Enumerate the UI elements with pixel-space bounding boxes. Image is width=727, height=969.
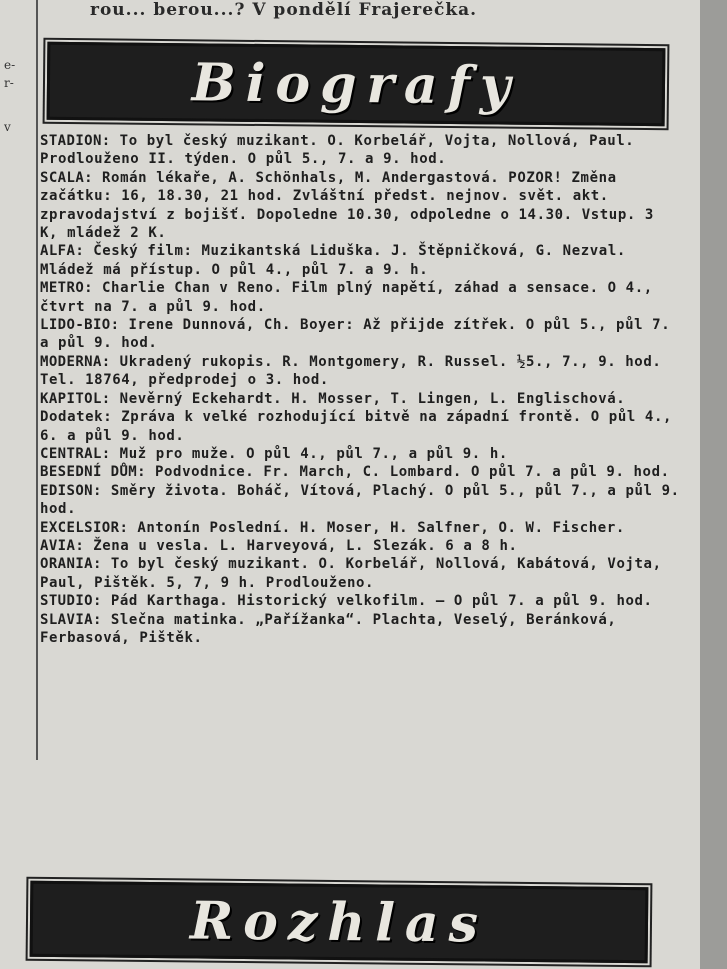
cinema-name: LIDO-BIO:: [40, 317, 120, 334]
cinema-name: KAPITOL:: [40, 390, 111, 407]
cinema-name: MODERNA:: [40, 353, 111, 370]
banner-title: Biografy: [191, 51, 521, 117]
listing-entry: [40, 611, 680, 648]
left-column-fragments: [0, 40, 24, 760]
listing-entry: [40, 390, 680, 445]
listing-text: Pád Karthaga. Historický velkofilm. — O půl 7. a půl 9. hod.: [110, 593, 653, 610]
section-banner-cinemas: [47, 42, 666, 126]
listing-text: Český film: Muzikantská Liduška. J. Štěpničková, G. Nezval. Mládež má přístup. O půl 4., půl 7. a 9. h.: [40, 243, 626, 278]
listing-entry: [40, 132, 680, 169]
cinema-name: STADION:: [40, 133, 111, 149]
cinema-name: CENTRAL:: [40, 445, 111, 462]
listing-entry: [40, 279, 680, 316]
cinema-name: AVIA:: [40, 537, 85, 554]
listing-entry: [40, 353, 680, 390]
cinema-name: SLAVIA:: [40, 611, 102, 628]
margin-fragment: e-: [4, 58, 16, 72]
listing-entry: [40, 445, 680, 463]
listing-entry: [40, 592, 680, 610]
cinema-name: ALFA:: [40, 243, 85, 260]
margin-fragment: v: [4, 120, 11, 134]
listing-text: Román lékaře, A. Schönhals, M. Andergastová. POZOR! Změna začátku: 16, 18.30, 21 hod. Zvláštní předst. nejnov. svět. akt. zpravodajství z bojišť. Dopoledne 10.30, odpoledne o 14.30. Vstup. 3 K, mládež 2 K.: [40, 169, 654, 242]
listing-text: Směry života. Boháč, Vítová, Plachý. O půl 5., půl 7., a půl 9. hod.: [40, 482, 680, 518]
listing-entry: [40, 519, 680, 537]
cinema-name: ORANIA:: [40, 556, 102, 573]
listing-entry: [40, 537, 680, 555]
listing-entry: [40, 316, 680, 353]
section-banner-radio: [30, 881, 649, 963]
listing-text: Irene Dunnová, Ch. Boyer: Až přijde zítřek. O půl 5., půl 7. a půl 9. hod.: [40, 317, 671, 352]
listing-text: To byl český muzikant. O. Korbelář, Nollová, Kabátová, Vojta, Paul, Pištěk. 5, 7, 9 h. Prodlouženo.: [40, 556, 662, 591]
cinema-name: METRO:: [40, 280, 93, 297]
listing-text: Podvodnice. Fr. March, C. Lombard. O půl 7. a půl 9. hod.: [154, 464, 670, 481]
listing-text: Muž pro muže. O půl 4., půl 7., a půl 9. h.: [119, 445, 508, 462]
previous-article-tail: rou... berou...? V pondělí Frajerečka.: [90, 0, 478, 20]
listing-entry: [40, 463, 680, 481]
cinema-name: SCALA:: [40, 169, 93, 186]
listing-text: Slečna matinka. „Pařížanka“. Plachta, Veselý, Beránková, Ferbasová, Pištěk.: [40, 611, 617, 646]
cinema-name: EXCELSIOR:: [40, 519, 129, 536]
cinema-name: STUDIO:: [40, 593, 102, 610]
page-edge: [700, 0, 727, 969]
listing-text: Nevěrný Eckehardt. H. Mosser, T. Lingen, L. Englischová. Dodatek: Zpráva k velké rozhodující bitvě na západní frontě. O půl 4., 6. a půl 9. hod.: [40, 390, 673, 444]
listing-text: To byl český muzikant. O. Korbelář, Vojta, Nollová, Paul. Prodlouženo II. týden. O půl 5., 7. a 9. hod.: [40, 133, 635, 168]
margin-fragment: r-: [4, 76, 14, 90]
banner-title: Rozhlas: [189, 889, 489, 955]
listing-text: Antonín Poslední. H. Moser, H. Salfner, O. W. Fischer.: [137, 519, 625, 536]
listing-text: Ukradený rukopis. R. Montgomery, R. Russel. ½5., 7., 9. hod. Tel. 18764, předprodej o 3. hod.: [40, 353, 662, 389]
column-rule: [36, 0, 38, 760]
listing-text: Charlie Chan v Reno. Film plný napětí, záhad a sensace. O 4., čtvrt na 7. a půl 9. hod.: [40, 280, 653, 315]
listing-entry: [40, 555, 680, 592]
cinema-name: EDISON:: [40, 482, 102, 499]
listing-text: Žena u vesla. L. Harveyová, L. Slezák. 6 a 8 h.: [93, 537, 518, 554]
listing-entry: [40, 242, 680, 279]
cinema-name: BESEDNÍ DŮM:: [40, 464, 146, 481]
cinema-listings: [40, 132, 680, 647]
listing-entry: [40, 482, 680, 519]
listing-entry: [40, 169, 680, 243]
